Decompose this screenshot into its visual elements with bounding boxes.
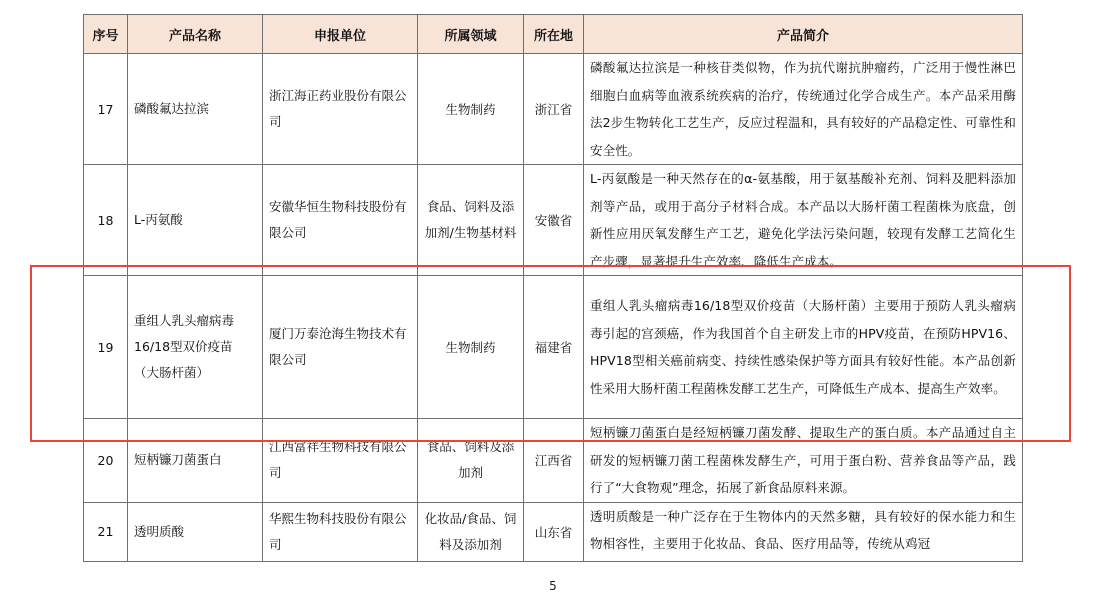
header-unit: 申报单位 <box>263 15 418 54</box>
cell-unit: 江西富祥生物科技有限公司 <box>263 419 418 503</box>
cell-location: 山东省 <box>524 502 584 561</box>
cell-name: L-丙氨酸 <box>128 165 263 276</box>
cell-location: 江西省 <box>524 419 584 503</box>
cell-no: 17 <box>84 54 128 165</box>
cell-name: 重组人乳头瘤病毒16/18型双价疫苗（大肠杆菌） <box>128 276 263 419</box>
cell-unit: 安徽华恒生物科技股份有限公司 <box>263 165 418 276</box>
table-row <box>84 502 1023 561</box>
table-row <box>84 419 1023 503</box>
cell-name: 短柄镰刀菌蛋白 <box>128 419 263 503</box>
cell-no: 19 <box>84 276 128 419</box>
page-number: 5 <box>549 579 557 593</box>
cell-desc: 磷酸氟达拉滨是一种核苷类似物，作为抗代谢抗肿瘤药，广泛用于慢性淋巴细胞白血病等血液系统疾病的治疗，传统通过化学合成生产。本产品采用酶法2步生物转化工艺生产，反应过程温和，具有较好的产品稳定性、可靠性和安全性。 <box>584 54 1023 165</box>
header-location: 所在地 <box>524 15 584 54</box>
cell-location: 福建省 <box>524 276 584 419</box>
cell-field: 食品、饲料及添加剂 <box>418 419 524 503</box>
cell-name: 透明质酸 <box>128 502 263 561</box>
table-row <box>84 276 1023 419</box>
cell-no: 18 <box>84 165 128 276</box>
cell-field: 生物制药 <box>418 276 524 419</box>
cell-desc: 透明质酸是一种广泛存在于生物体内的天然多糖，具有较好的保水能力和生物相容性，主要用于化妆品、食品、医疗用品等，传统从鸡冠 <box>584 502 1023 561</box>
cell-location: 浙江省 <box>524 54 584 165</box>
cell-desc: L-丙氨酸是一种天然存在的α-氨基酸，用于氨基酸补充剂、饲料及肥料添加剂等产品，或用于高分子材料合成。本产品以大肠杆菌工程菌株为底盘，创新性应用厌氧发酵生产工艺，避免化学法污染问题，较现有发酵工艺简化生产步骤，显著提升生产效率、降低生产成本。 <box>584 165 1023 276</box>
table-header-row <box>84 15 1023 54</box>
cell-location: 安徽省 <box>524 165 584 276</box>
header-desc: 产品简介 <box>584 15 1023 54</box>
cell-unit: 华熙生物科技股份有限公司 <box>263 502 418 561</box>
cell-no: 20 <box>84 419 128 503</box>
table-crop-line <box>83 561 1022 562</box>
cell-field: 化妆品/食品、饲料及添加剂 <box>418 502 524 561</box>
cell-field: 食品、饲料及添加剂/生物基材料 <box>418 165 524 276</box>
cell-desc: 短柄镰刀菌蛋白是经短柄镰刀菌发酵、提取生产的蛋白质。本产品通过自主研发的短柄镰刀菌工程菌株发酵生产，可用于蛋白粉、营养食品等产品，践行了“大食物观”理念，拓展了新食品原料来源。 <box>584 419 1023 503</box>
table-row <box>84 165 1023 276</box>
product-table <box>83 14 1023 562</box>
cell-unit: 浙江海正药业股份有限公司 <box>263 54 418 165</box>
cell-desc: 重组人乳头瘤病毒16/18型双价疫苗（大肠杆菌）主要用于预防人乳头瘤病毒引起的宫颈癌，作为我国首个自主研发上市的HPV疫苗，在预防HPV16、HPV18型相关癌前病变、持续性感染保护等方面具有较好性能。本产品创新性采用大肠杆菌工程菌株发酵工艺生产，可降低生产成本、提高生产效率。 <box>584 276 1023 419</box>
header-field: 所属领域 <box>418 15 524 54</box>
cell-no: 21 <box>84 502 128 561</box>
cell-field: 生物制药 <box>418 54 524 165</box>
header-name: 产品名称 <box>128 15 263 54</box>
cell-unit: 厦门万泰沧海生物技术有限公司 <box>263 276 418 419</box>
cell-name: 磷酸氟达拉滨 <box>128 54 263 165</box>
table-row <box>84 54 1023 165</box>
header-no: 序号 <box>84 15 128 54</box>
